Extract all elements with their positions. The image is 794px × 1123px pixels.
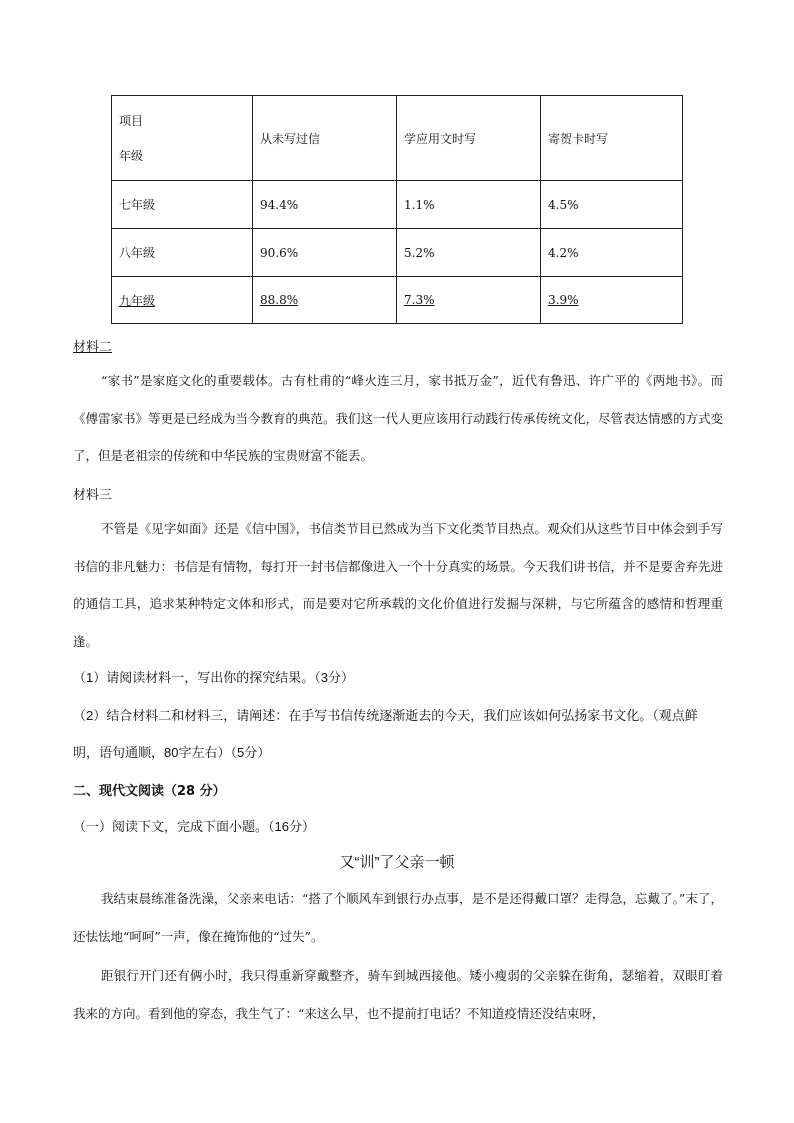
table-corner-cell bbox=[112, 96, 253, 181]
grade-cell bbox=[112, 277, 253, 324]
table-header-row bbox=[112, 96, 683, 181]
applied-cell: 1.1% bbox=[397, 181, 541, 229]
corner-grade-label: 年级 bbox=[119, 149, 144, 163]
material3-label: 材料三 bbox=[73, 488, 113, 503]
never-cell bbox=[253, 277, 397, 324]
column-header-never: 从未写过信 bbox=[253, 96, 397, 181]
grade-text: 九年级 bbox=[119, 293, 156, 308]
column-header-applied: 学应用文时写 bbox=[397, 96, 541, 181]
table-row bbox=[112, 229, 683, 277]
applied-text: 7.3% bbox=[404, 293, 435, 307]
card-cell: 4.2% bbox=[541, 229, 683, 277]
applied-cell bbox=[397, 277, 541, 324]
material2-label: 材料二 bbox=[73, 340, 113, 355]
never-cell: 90.6% bbox=[253, 229, 397, 277]
question-1: （1）请阅读材料一，写出你的探究结果。（3分） bbox=[73, 670, 354, 685]
material2-text: “家书”是家庭文化的重要载体。古有杜甫的“峰火连三月，家书抵万金”，近代有鲁迅、许广平的《两地书》。而《傅雷家书》等更是已经成为当今教育的典范。我们这一代人更应该用行动践行传承传统文化，尽管表达情感的方式变了，但是老祖宗的传统和中华民族的宝贵财富不能丢。 bbox=[73, 373, 724, 463]
column-header-card: 寄贺卡时写 bbox=[541, 96, 683, 181]
story-paragraph-2: 距银行开门还有俩小时，我只得重新穿戴整齐，骑车到城西接他。矮小瘦弱的父亲躲在街角，瑟缩着，双眼盯着我来的方向。看到他的穿态，我生气了：“来这么早，也不提前打电话？不知道疫情还没结束呀， bbox=[73, 968, 723, 1021]
table-row bbox=[112, 277, 683, 324]
card-text: 3.9% bbox=[548, 293, 579, 307]
letter-writing-survey-table bbox=[111, 95, 683, 324]
never-text: 88.8% bbox=[260, 293, 299, 307]
material3-text: 不管是《见字如面》还是《信中国》，书信类节目已然成为当下文化类节目热点。观众们从这些节目中体会到手写书信的非凡魅力：书信是有情物，每打开一封书信都像进入一个十分真实的场景。今天我们讲书信，并不是要舍弃先进的通信工具，追求某种特定文体和形式，而是要对它所承载的文化价值进行发掘与深耕，与它所蕴含的感情和哲理重逢。 bbox=[73, 521, 724, 649]
card-cell: 4.5% bbox=[541, 181, 683, 229]
table-row bbox=[112, 181, 683, 229]
never-cell: 94.4% bbox=[253, 181, 397, 229]
question-2: （2）结合材料二和材料三，请阐述：在手写书信传统逐渐逝去的今天，我们应该如何弘扬家书文化。（观点鲜明，语句通顺，80字左右）（5分） bbox=[73, 708, 698, 760]
story-title: 又“训”了父亲一顿 bbox=[339, 854, 455, 871]
subsection-heading: （一）阅读下文，完成下面小题。（16分） bbox=[73, 819, 315, 834]
section-heading: 二、现代文阅读（28 分） bbox=[73, 784, 226, 799]
grade-cell: 七年级 bbox=[112, 181, 253, 229]
corner-item-label: 项目 bbox=[119, 114, 144, 128]
card-cell bbox=[541, 277, 683, 324]
grade-cell: 八年级 bbox=[112, 229, 253, 277]
story-paragraph-1: 我结束晨练准备洗澡，父亲来电话：“搭了个顺风车到银行办点事，是不是还得戴口罩？走得急，忘戴了。”末了，还怯怯地“呵呵”一声，像在掩饰他的“过失”。 bbox=[73, 891, 723, 944]
applied-cell: 5.2% bbox=[397, 229, 541, 277]
